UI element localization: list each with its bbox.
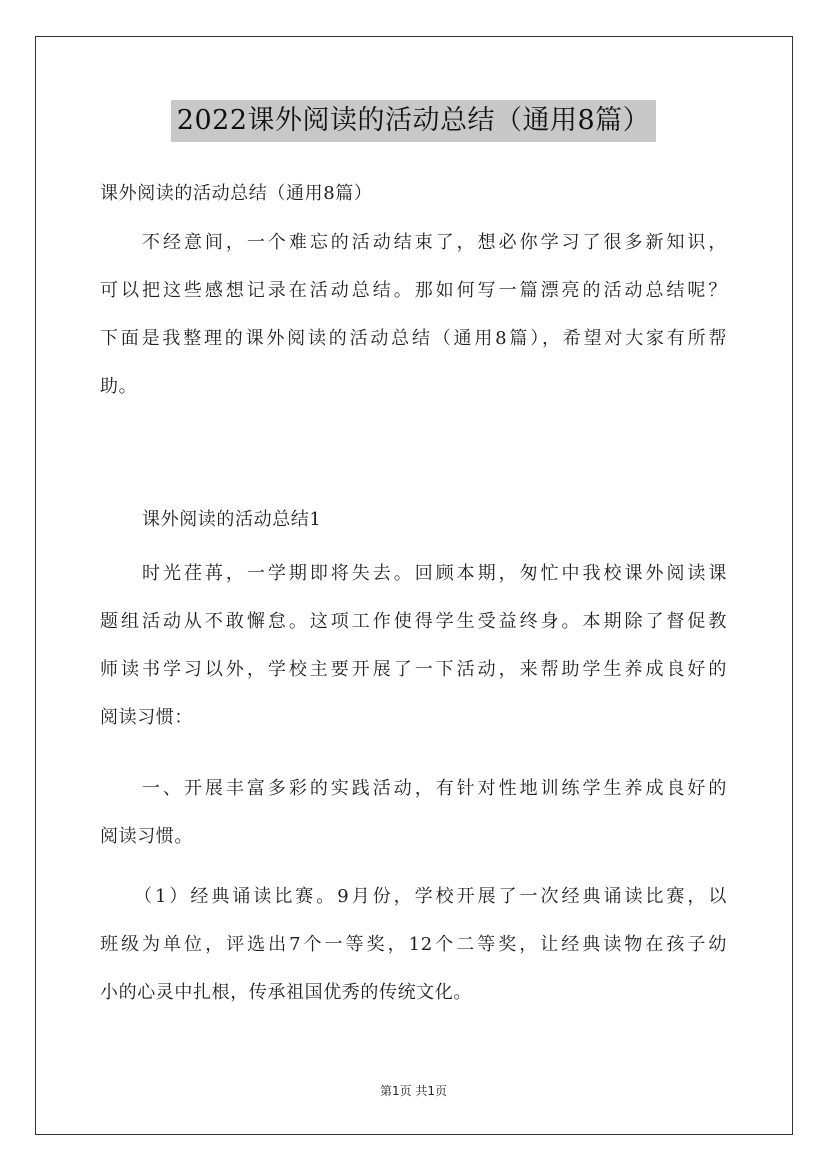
para1-line-1: 时光荏苒，一学期即将失去。回顾本期，匆忙中我校课外阅读课 xyxy=(142,563,727,584)
para1-line-3: 师读书学习以外，学校主要开展了一下活动，来帮助学生养成良好的 xyxy=(100,659,727,680)
para1-line-2: 题组活动从不敢懈怠。这项工作使得学生受益终身。本期除了督促教 xyxy=(100,611,727,632)
intro-line-3: 下面是我整理的课外阅读的活动总结（通用8篇），希望对大家有所帮 xyxy=(100,328,727,349)
para1-line-4: 阅读习惯： xyxy=(100,707,193,728)
title-container xyxy=(0,100,827,142)
intro-line-4: 助。 xyxy=(100,376,138,397)
para2-line-2: 阅读习惯。 xyxy=(100,826,193,847)
subtitle: 课外阅读的活动总结（通用8篇） xyxy=(100,183,373,204)
para3-line-3: 小的心灵中扎根，传承祖国优秀的传统文化。 xyxy=(100,982,472,1003)
intro-line-1: 不经意间，一个难忘的活动结束了，想必你学习了很多新知识， xyxy=(142,232,727,253)
para2-line-1: 一、开展丰富多彩的实践活动，有针对性地训练学生养成良好的 xyxy=(142,778,727,799)
intro-line-2: 可以把这些感想记录在活动总结。那如何写一篇漂亮的活动总结呢？ xyxy=(100,280,727,301)
para3-line-2: 班级为单位，评选出7个一等奖，12个二等奖，让经典读物在孩子幼 xyxy=(100,934,727,955)
para3-line-1: （1）经典诵读比赛。9月份，学校开展了一次经典诵读比赛，以 xyxy=(134,886,727,907)
section-heading-block xyxy=(100,496,727,544)
paragraph-2 xyxy=(100,765,727,861)
intro-paragraph xyxy=(100,219,727,411)
subtitle-block xyxy=(100,170,727,218)
section-heading: 课外阅读的活动总结1 xyxy=(142,509,322,530)
paragraph-3 xyxy=(100,873,727,1017)
document-title: 2022课外阅读的活动总结（通用8篇） xyxy=(171,100,656,142)
paragraph-1 xyxy=(100,550,727,742)
page-footer: 第1页 共1页 xyxy=(379,1084,448,1098)
